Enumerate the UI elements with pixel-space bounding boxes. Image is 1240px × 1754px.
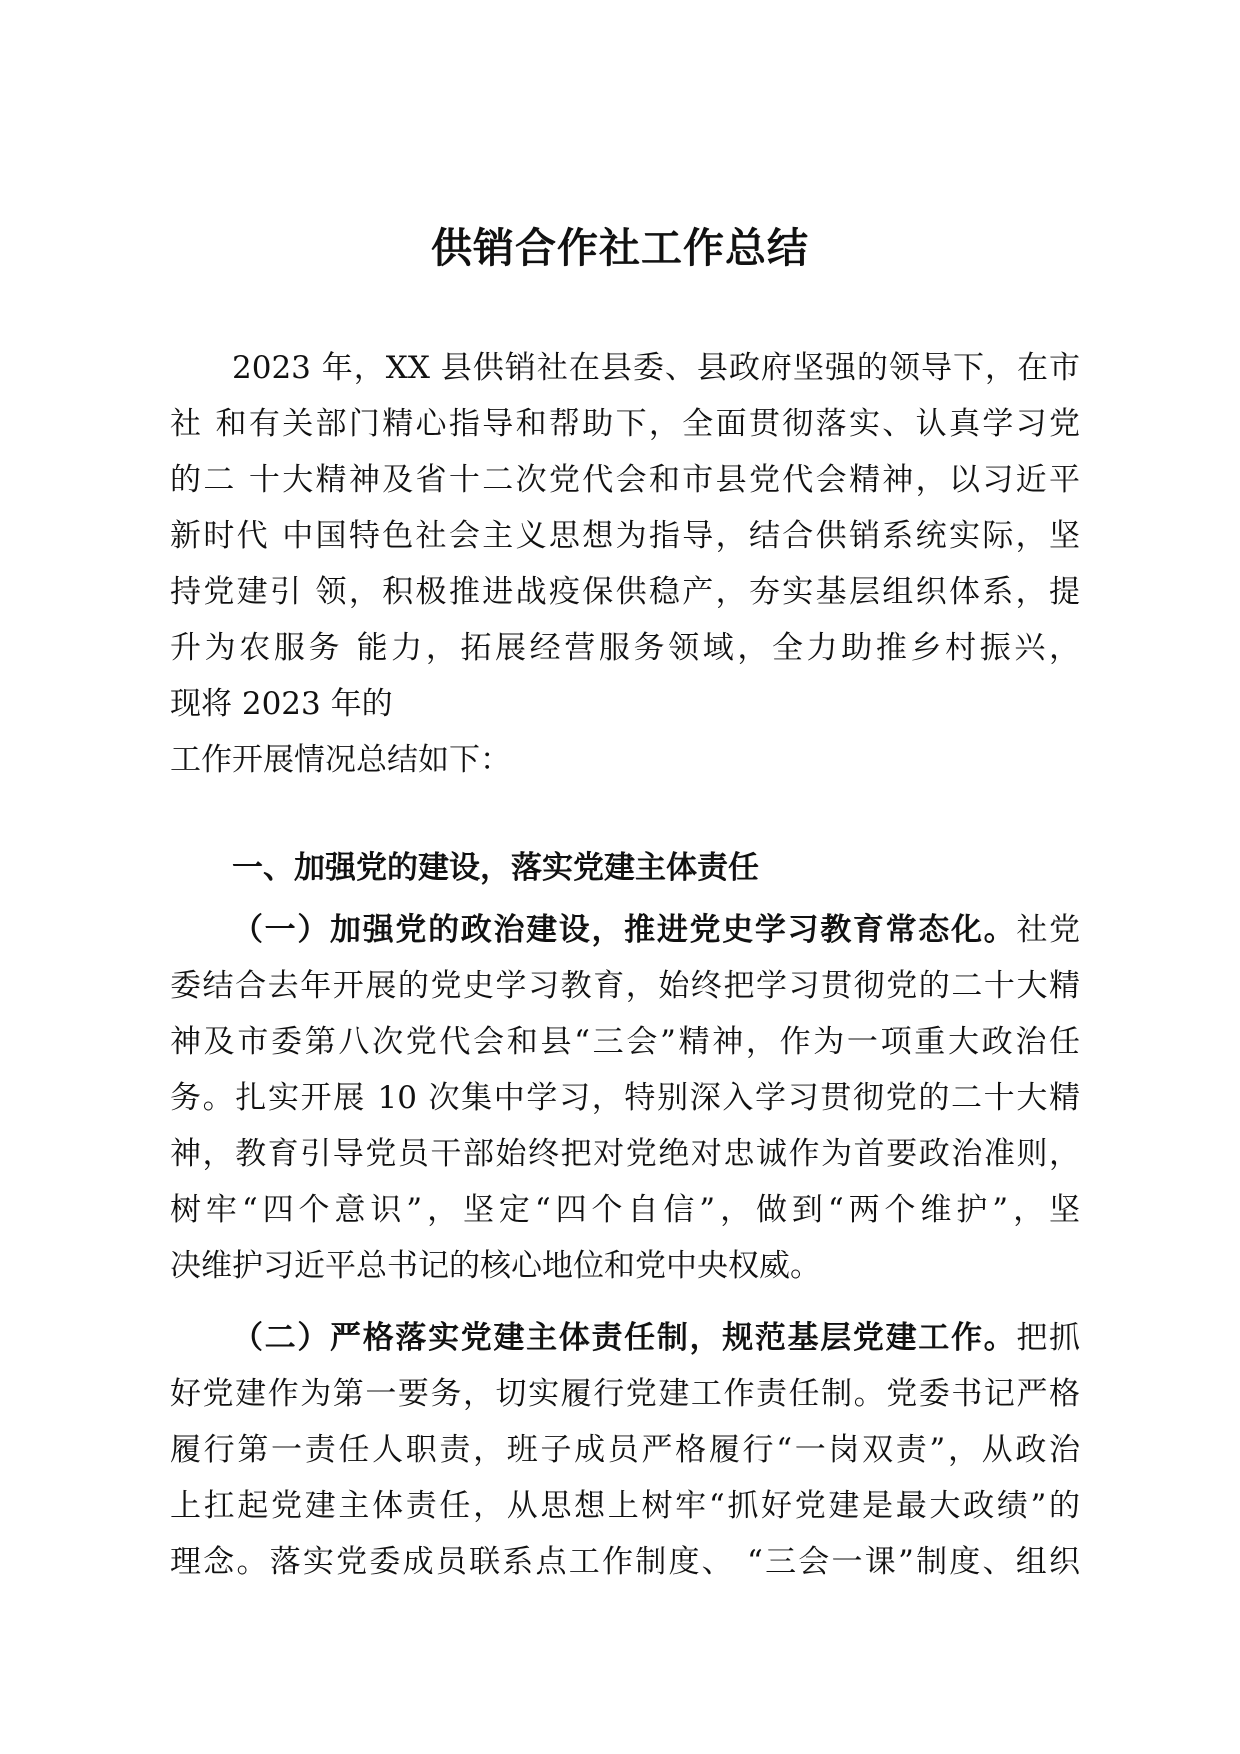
intro-line-4: 新时代 中国特色社会主义思想为指导，结合供销系统实际，坚 — [170, 518, 1080, 554]
intro-line-7: 现将 2023 年的 — [170, 686, 393, 722]
subsection-1-lead-text: 社党 — [1016, 912, 1080, 948]
intro-line-8: 工作开展情况总结如下： — [170, 742, 511, 778]
intro-line-3: 的二 十大精神及省十二次党代会和市县党代会精神，以习近平 — [170, 462, 1080, 498]
subsection-2-line: 上扛起党建主体责任，从思想上树牢“抓好党建是最大政绩”的 — [170, 1488, 1080, 1524]
subsection-1-line: 务。扎实开展 10 次集中学习，特别深入学习贯彻党的二十大精 — [170, 1080, 1080, 1116]
subsection-1-first-line — [232, 902, 1080, 958]
section-heading: 一、加强党的建设，落实党建主体责任 — [232, 850, 759, 886]
subsection-2-line: 理念。落实党委成员联系点工作制度、 “三会一课”制度、组织 — [170, 1544, 1080, 1580]
intro-line-5: 持党建引 领，积极推进战疫保供稳产，夯实基层组织体系，提 — [170, 574, 1080, 610]
intro-line-1: 2023 年，XX 县供销社在县委、县政府坚强的领导下，在市 — [232, 350, 1080, 386]
subsection-2-lead-text: 把抓 — [1016, 1320, 1080, 1356]
intro-line-2: 社 和有关部门精心指导和帮助下，全面贯彻落实、认真学习党 — [170, 406, 1080, 442]
subsection-1-line: 树牢“四个意识”，坚定“四个自信”，做到“两个维护”，坚 — [170, 1192, 1080, 1228]
subsection-1-line: 神及市委第八次党代会和县“三会”精神，作为一项重大政治任 — [170, 1024, 1080, 1060]
subsection-2-heading: （二）严格落实党建主体责任制，规范基层党建工作。 — [232, 1320, 1017, 1356]
intro-line-6: 升为农服务 能力，拓展经营服务领域，全力助推乡村振兴， — [170, 630, 1080, 666]
document-title: 供销合作社工作总结 — [431, 224, 809, 272]
subsection-1-line: 决维护习近平总书记的核心地位和党中央权威。 — [170, 1248, 821, 1284]
subsection-2-line: 履行第一责任人职责，班子成员严格履行“一岗双责”，从政治 — [170, 1432, 1080, 1468]
subsection-1-line: 神，教育引导党员干部始终把对党绝对忠诚作为首要政治准则， — [170, 1136, 1080, 1172]
subsection-2-first-line — [232, 1310, 1080, 1366]
subsection-1-heading: （一）加强党的政治建设，推进党史学习教育常态化。 — [232, 912, 1017, 948]
subsection-2-line: 好党建作为第一要务，切实履行党建工作责任制。党委书记严格 — [170, 1376, 1080, 1412]
subsection-1-line: 委结合去年开展的党史学习教育，始终把学习贯彻党的二十大精 — [170, 968, 1080, 1004]
